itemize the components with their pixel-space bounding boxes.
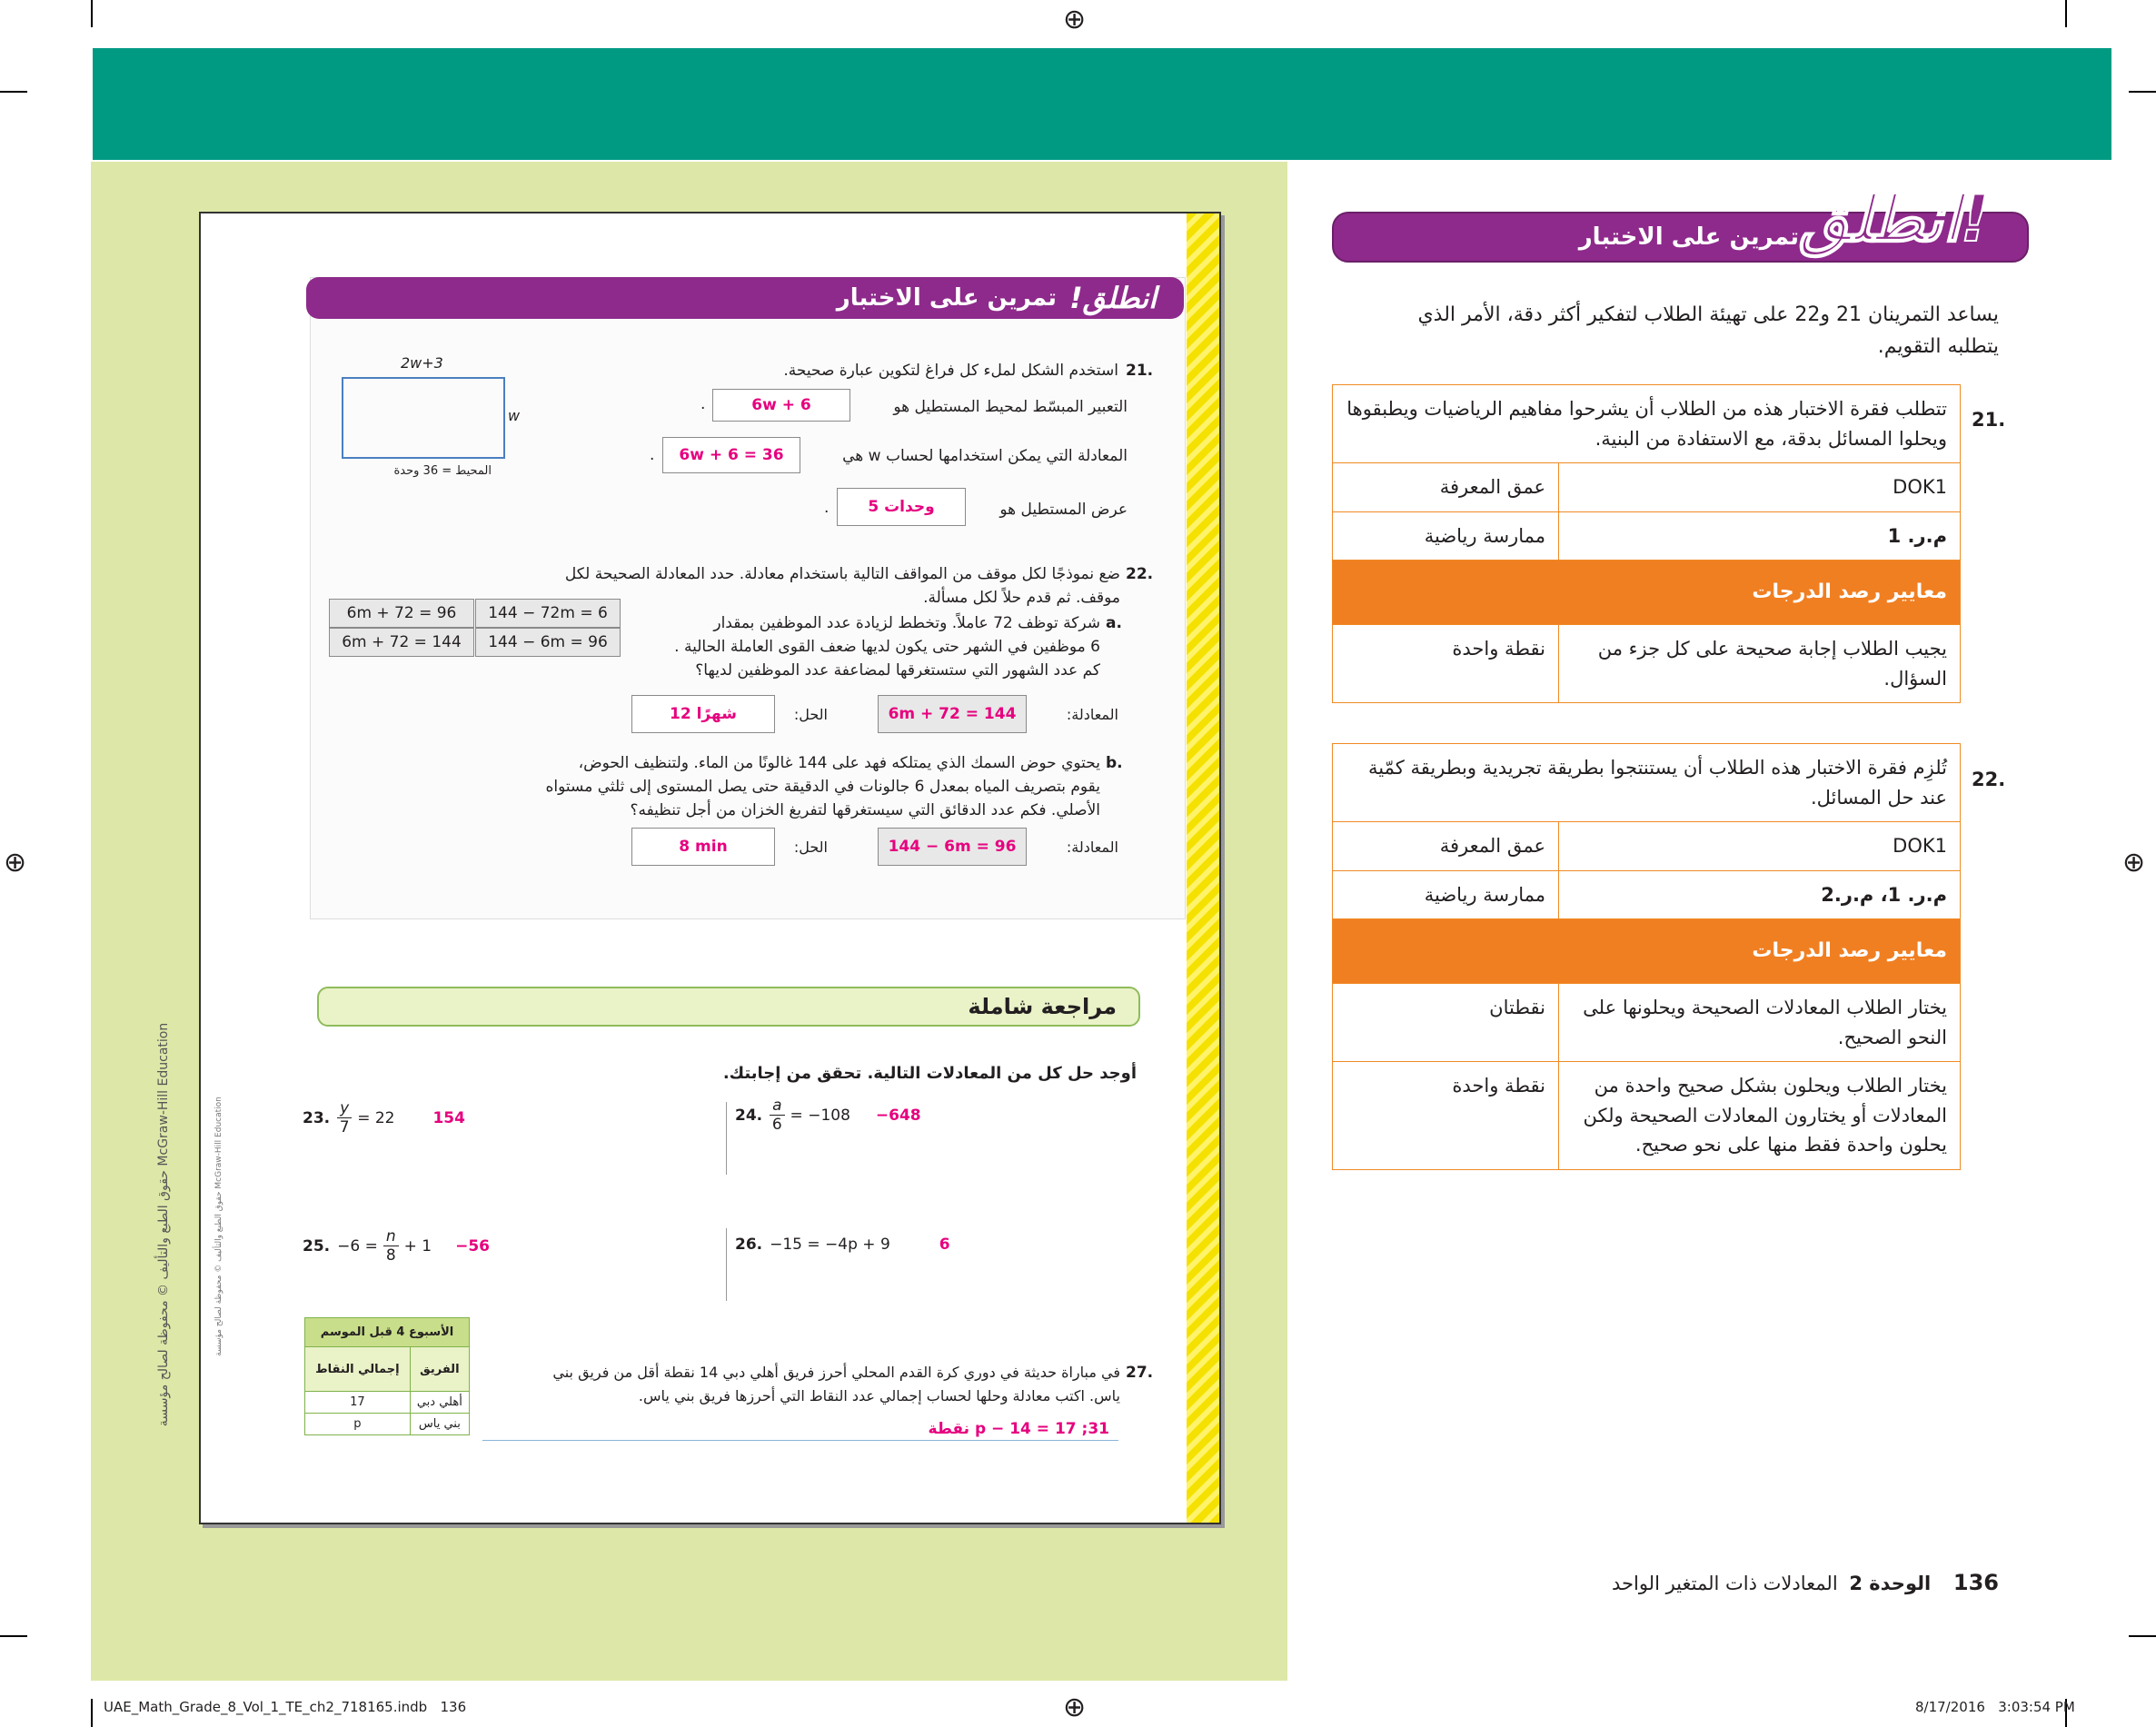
item22-rubric-score-1: نقطتان xyxy=(1333,984,1559,1062)
registration-mark-top: ⊕ xyxy=(1063,4,1087,35)
item22-dok-label: عمق المعرفة xyxy=(1333,822,1559,871)
q22-option-3: 144 − 6m = 96 xyxy=(475,628,621,657)
item21-number: 21. xyxy=(1972,409,2006,431)
slug-date: 8/17/2016 3:03:54 PM xyxy=(1915,1699,2075,1715)
p23-denominator: 7 xyxy=(339,1118,350,1136)
p25-numerator: n xyxy=(383,1227,399,1246)
p26-number: 26. xyxy=(735,1236,763,1254)
p25-post: + 1 xyxy=(403,1236,432,1256)
test-practice-banner xyxy=(306,277,1184,319)
p26-answer: 6 xyxy=(939,1236,950,1254)
q22b-line3: الأصلي. فكم عدد الدقائق التي سيستغرقها لتفريغ الخزان من أجل تنظيفه؟ xyxy=(630,801,1100,819)
inner-copyright: حقوق الطبع والتأليف © محفوظة لصالح مؤسسة McGraw-Hill Education xyxy=(214,1097,224,1356)
q21-line1-text: التعبير المبسّط لمحيط المستطيل هو xyxy=(893,398,1128,416)
q22b-equation xyxy=(878,828,1027,866)
q22b-equation-label: المعادلة: xyxy=(1066,839,1118,856)
q22a-solution-label: الحل: xyxy=(793,706,828,723)
footer-chapter: المعادلات ذات المتغير الواحد xyxy=(1611,1573,1838,1594)
right-banner-title-sub: تمرين على الاختبار xyxy=(1578,223,1799,251)
q21-line3-answer: 5 وحدات xyxy=(837,488,966,526)
problem-24 xyxy=(735,1097,921,1134)
q21-line3-period: . xyxy=(824,499,830,517)
item22-dok-value: DOK1 xyxy=(1559,822,1961,871)
item21-rubric-score: نقطة واحدة xyxy=(1333,625,1559,703)
banner-title-sub: تمرين على الاختبار xyxy=(836,284,1058,312)
q22a-line1: شركة توظف 72 عاملاً. وتخطط لزيادة عدد الموظفين بمقدار xyxy=(713,614,1100,632)
review-instruction: أوجد حل كل من المعادلات التالية. تحقق من إجابتك. xyxy=(722,1064,1137,1083)
p23-fraction xyxy=(337,1099,352,1136)
q22a-line3: كم عدد الشهور التي ستستغرقها لمضاعفة عدد الموظفين لديها؟ xyxy=(695,661,1100,680)
p25-number: 25. xyxy=(303,1236,331,1256)
item21-description: تتطلب فقرة الاختبار هذه من الطلاب أن يشرحوا مفاهيم الرياضيات ويطبقوها ويحلوا المسائل بدقة، مع الاستفادة من البنية. xyxy=(1333,385,1961,463)
item22-rubric-desc-2: يختار الطلاب ويحلون بشكل صحيح واحدة من المعادلات أو يختارون المعادلات الصحيحة ولكن يحلون واحدة فقط منها على نحو صحيح. xyxy=(1559,1062,1961,1170)
q21-figure-bottom-label: المحيط = 36 وحدة xyxy=(393,464,492,478)
q21-number: 21. xyxy=(1126,362,1154,380)
p23-answer: 154 xyxy=(432,1108,465,1127)
item21-rubric-desc: يجيب الطلاب إجابة صحيحة على كل جزء من السؤال. xyxy=(1559,625,1961,703)
week-table xyxy=(304,1317,470,1435)
p25-answer: −56 xyxy=(455,1236,490,1256)
slug-file: UAE_Math_Grade_8_Vol_1_TE_ch2_718165.indb 136 xyxy=(104,1699,467,1715)
review-title: مراجعة شاملة xyxy=(968,994,1117,1019)
q22-prompt-line1: ضع نموذجًا لكل موقف من المواقف التالية باستخدام معادلة. حدد المعادلة الصحيحة لكل xyxy=(564,565,1120,583)
item22-rubric-score-2: نقطة واحدة xyxy=(1333,1062,1559,1170)
p24-answer: −648 xyxy=(875,1106,921,1125)
q22a-solution: 12 شهرًا xyxy=(631,695,775,733)
p24-number: 24. xyxy=(735,1106,763,1125)
registration-mark-bottom: ⊕ xyxy=(1063,1692,1087,1723)
right-intro-line1: يساعد التمرينان 21 و22 على تهيئة الطلاب لتفكير أكثر دقة، الأمر الذي xyxy=(1417,303,1999,326)
item21-practice-label: ممارسة رياضية xyxy=(1333,511,1559,561)
page-edge-ribbon xyxy=(1187,213,1219,1523)
q21-line2-text: المعادلة التي يمكن استخدامها لحساب w هي xyxy=(842,447,1128,465)
problem-25 xyxy=(303,1227,490,1265)
q21-line3-text: عرض المستطيل هو xyxy=(999,501,1128,519)
q22-option-2: 6m + 72 = 96 xyxy=(329,599,474,628)
q21-line1-period: . xyxy=(700,395,706,413)
p23-number: 23. xyxy=(303,1108,331,1127)
column-divider-2 xyxy=(726,1228,727,1301)
q22-option-1: 144 − 72m = 6 xyxy=(475,599,621,628)
item21-dok-value: DOK1 xyxy=(1559,463,1961,512)
week-table-title: الأسبوع 4 قبل الموسم xyxy=(305,1318,470,1347)
p25-fraction xyxy=(383,1227,399,1265)
item22-rubric-desc-1: يختار الطلاب المعادلات الصحيحة ويحلونها على النحو الصحيح. xyxy=(1559,984,1961,1062)
item21-table xyxy=(1332,384,1961,703)
q21-line1-answer: 6w + 6 xyxy=(712,389,850,422)
p23-numerator: y xyxy=(337,1099,352,1118)
p27-line1: في مباراة حديثة في دوري كرة القدم المحلي أحرز فريق أهلي دبي 14 نقطة أقل من فريق بني xyxy=(552,1364,1120,1381)
q21-figure-top-label: 2w+3 xyxy=(401,354,443,372)
item21-dok-label: عمق المعرفة xyxy=(1333,463,1559,512)
q22b-line2: يقوم بتصريف المياه بمعدل 6 جالونات في الدقيقة حتى يصل المستوى إلى ثلثي مستواه xyxy=(545,778,1100,796)
week-table-points-1: 17 xyxy=(305,1392,411,1414)
banner-title-main: انطلق! xyxy=(1069,281,1157,315)
registration-mark-left: ⊕ xyxy=(4,847,27,878)
q21-line2-period: . xyxy=(650,446,655,464)
q21-prompt: استخدم الشكل لملء كل فراغ لتكوين عبارة صحيحة. xyxy=(783,362,1118,380)
week-table-points-2: p xyxy=(305,1414,411,1435)
q22a-letter: a. xyxy=(1106,614,1122,632)
q22a-equation xyxy=(878,695,1027,733)
column-divider-1 xyxy=(726,1102,727,1175)
review-banner xyxy=(317,987,1140,1027)
header-band xyxy=(93,48,2111,160)
q22a-line2: 6 موظفين في الشهر حتى يكون لديها ضعف القوى العاملة الحالية . xyxy=(674,638,1100,656)
q22b-line1: يحتوي حوض السمك الذي يمتلكه فهد على 144 غالونًا من الماء. ولتنظيف الحوض، xyxy=(578,754,1100,772)
week-table-team-2: بني ياس xyxy=(410,1414,469,1435)
item22-rubric-title: معايير رصد الدرجات xyxy=(1333,919,1961,984)
p26-equation: −15 = −4p + 9 xyxy=(770,1236,890,1254)
q22-option-4: 6m + 72 = 144 xyxy=(329,628,474,657)
footer-unit: الوحدة 2 xyxy=(1849,1573,1932,1594)
p24-numerator: a xyxy=(770,1097,784,1116)
right-intro-line2: يتطلبه التقويم. xyxy=(1877,335,1999,358)
week-table-col-team: الفريق xyxy=(410,1347,469,1392)
problem-26 xyxy=(735,1236,950,1254)
week-table-col-points: إجمالي النقاط xyxy=(305,1347,411,1392)
week-table-team-1: أهلي دبي xyxy=(410,1392,469,1414)
side-copyright: حقوق الطبع والتأليف © محفوظة لصالح مؤسسة McGraw-Hill Education xyxy=(156,1022,171,1427)
q22-number: 22. xyxy=(1126,565,1154,583)
item22-practice-label: ممارسة رياضية xyxy=(1333,870,1559,919)
q22b-solution-label: الحل: xyxy=(793,839,828,856)
rectangle-figure xyxy=(342,377,505,459)
q21-figure-side-label: w xyxy=(508,407,521,424)
page-footer xyxy=(1454,1570,1999,1595)
item21-practice-value: م.ر. 1 xyxy=(1559,511,1961,561)
q21-line2-answer: 6w + 6 = 36 xyxy=(662,437,800,473)
p23-rhs: = 22 xyxy=(357,1108,395,1127)
right-banner-title-main: انطلق! xyxy=(1799,182,1990,256)
item22-description: تُلزِم فقرة الاختبار هذه الطلاب أن يستنتجوا بطريقة تجريدية وبطريقة كمّية عند حل المسائل. xyxy=(1333,744,1961,822)
q22b-letter: b. xyxy=(1106,754,1123,772)
student-book-page xyxy=(199,212,1221,1524)
p24-denominator: 6 xyxy=(771,1116,782,1134)
q22a-equation-text: 6m + 72 = 144 xyxy=(888,705,1017,723)
q22-prompt-line2: موقف. ثم قدم حلاً لكل مسألة. xyxy=(923,589,1120,607)
p24-fraction xyxy=(770,1097,784,1134)
item22-practice-value: م.ر. 1، م.ر.2 xyxy=(1559,870,1961,919)
q22b-equation-text: 144 − 6m = 96 xyxy=(888,838,1017,856)
item22-number: 22. xyxy=(1972,769,2006,790)
p25-denominator: 8 xyxy=(385,1246,396,1265)
p25-pre: −6 = xyxy=(337,1236,378,1256)
p27-answer: p − 14 = 17 ;31 نقطة xyxy=(928,1420,1109,1438)
q22a-equation-label: المعادلة: xyxy=(1066,706,1118,723)
p24-rhs: = −108 xyxy=(790,1106,850,1125)
q22b-solution: 8 min xyxy=(631,828,775,866)
p27-number: 27. xyxy=(1126,1364,1154,1382)
item21-rubric-title: معايير رصد الدرجات xyxy=(1333,561,1961,625)
item22-table xyxy=(1332,743,1961,1170)
p27-answer-line xyxy=(482,1440,1118,1441)
footer-page-number: 136 xyxy=(1952,1570,1999,1595)
p27-line2: ياس. اكتب معادلة وحلها لحساب إجمالي عدد النقاط التي أحرزها فريق بني ياس. xyxy=(638,1387,1120,1404)
registration-mark-right: ⊕ xyxy=(2122,847,2146,878)
problem-23 xyxy=(303,1099,465,1136)
